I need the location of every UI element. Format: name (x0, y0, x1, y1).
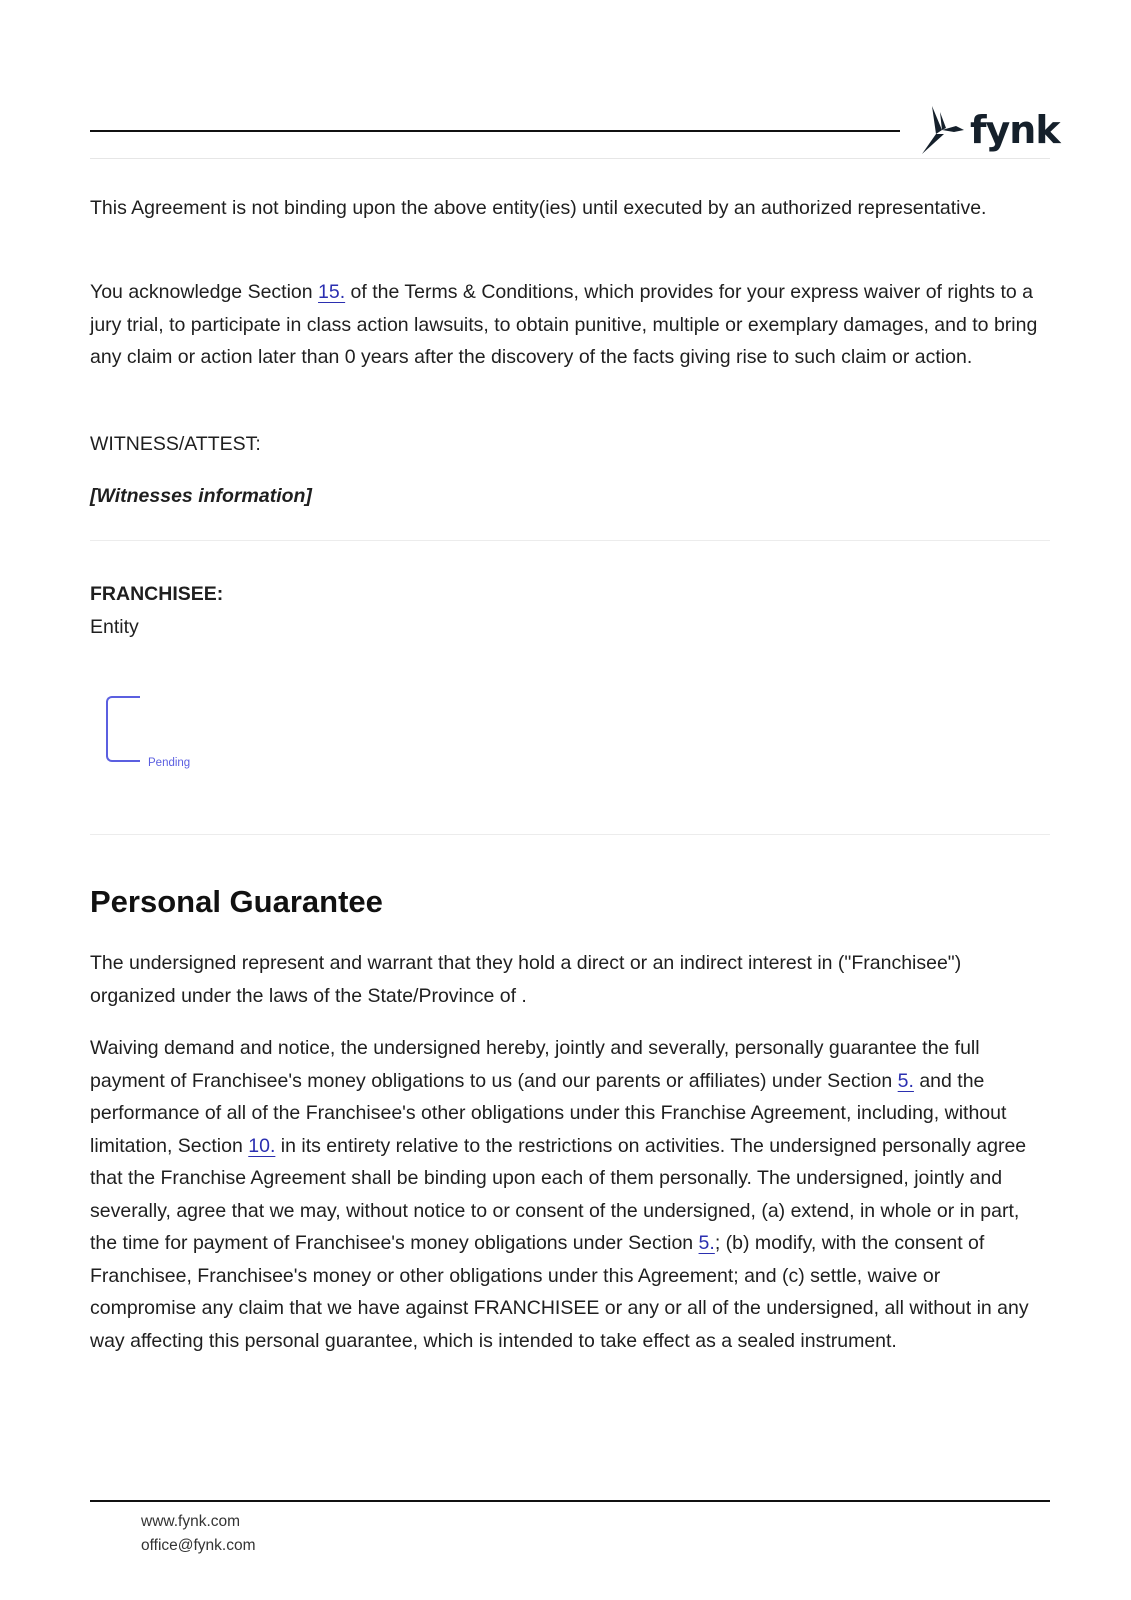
section-10-link[interactable]: 10. (248, 1134, 276, 1157)
franchisee-label: FRANCHISEE: (90, 583, 224, 605)
section-5-link[interactable]: 5. (897, 1069, 914, 1092)
brand-logo (920, 104, 1060, 156)
guarantee-body (90, 1032, 1050, 1357)
section-divider (90, 540, 1050, 541)
footer-rule (90, 1500, 1050, 1502)
section-15-link[interactable]: 15. (318, 281, 346, 303)
guarantee-intro-text: The undersigned represent and warrant that they hold a direct or an indirect interest in ("Franchisee") organized under the laws of the State/Province of . (90, 952, 962, 1007)
footer-website[interactable]: www.fynk.com (141, 1513, 241, 1530)
guarantee-body-text (90, 1032, 1050, 1357)
acknowledgement (90, 276, 1050, 374)
ack-text-1: You acknowledge Section (90, 281, 319, 303)
header-divider (90, 158, 1050, 159)
footer (141, 1510, 256, 1558)
franchisee-entity: Entity (90, 615, 139, 638)
witness-label (90, 428, 1050, 461)
section-5-link-2[interactable]: 5. (698, 1232, 715, 1254)
binding-note (90, 192, 1050, 225)
witness-label-text: WITNESS/ATTEST: (90, 433, 261, 455)
header-rule (90, 130, 900, 132)
brand-name: fynk (970, 108, 1060, 152)
section-divider-2 (90, 834, 1050, 835)
guarantee-intro (90, 947, 1050, 1012)
footer-email[interactable]: office@fynk.com (141, 1537, 256, 1554)
signature-field[interactable] (106, 696, 140, 762)
witness-placeholder-text: [Witnesses information] (90, 485, 312, 507)
guarantee-text-b: and the performance of all of the Franchisee's other obligations under this Franchise Agreement, including, without limitation, Section (90, 1069, 1007, 1157)
witness-placeholder (90, 480, 1050, 513)
franchisee-block (90, 578, 1050, 643)
bird-logo-icon (920, 104, 966, 156)
signature-status: Pending (148, 757, 191, 769)
ack-text-2: of the Terms & Conditions, which provides for your express waiver of rights to a jury trial, to participate in class action lawsuits, to obtain punitive, multiple or exemplary damages, and to bring any claim or action later than 0 years after the discovery of the facts giving rise to such claim or action. (90, 281, 1038, 368)
binding-note-text: This Agreement is not binding upon the above entity(ies) until executed by an authorized representative. (90, 197, 987, 219)
guarantee-text-c: in its entirety relative to the restrictions on activities. The undersigned personally agree that the Franchise Agreement shall be binding upon each of them personally. The undersigned, jointly and severally, agree that we may, without notice to or consent of the undersigned, (a) extend, in whole or in part, the time for payment of Franchisee's money obligations under Section (90, 1134, 1027, 1254)
acknowledgement-text (90, 276, 1050, 374)
guarantee-text-a: Waiving demand and notice, the undersigned hereby, jointly and severally, personally guarantee the full payment of Franchisee's money obligations to us (and our parents or affiliates) under Section (90, 1037, 980, 1092)
guarantee-title: Personal Guarantee (90, 884, 383, 919)
guarantee-text-d: ; (b) modify, with the consent of Franchisee, Franchisee's money or other obligations under this Agreement; and (c) settle, waive or compromise any claim that we have against FRANCHISEE or any or all of the undersigned, all without in any way affecting this personal guarantee, which is intended to take effect as a sealed instrument. (90, 1232, 1029, 1352)
